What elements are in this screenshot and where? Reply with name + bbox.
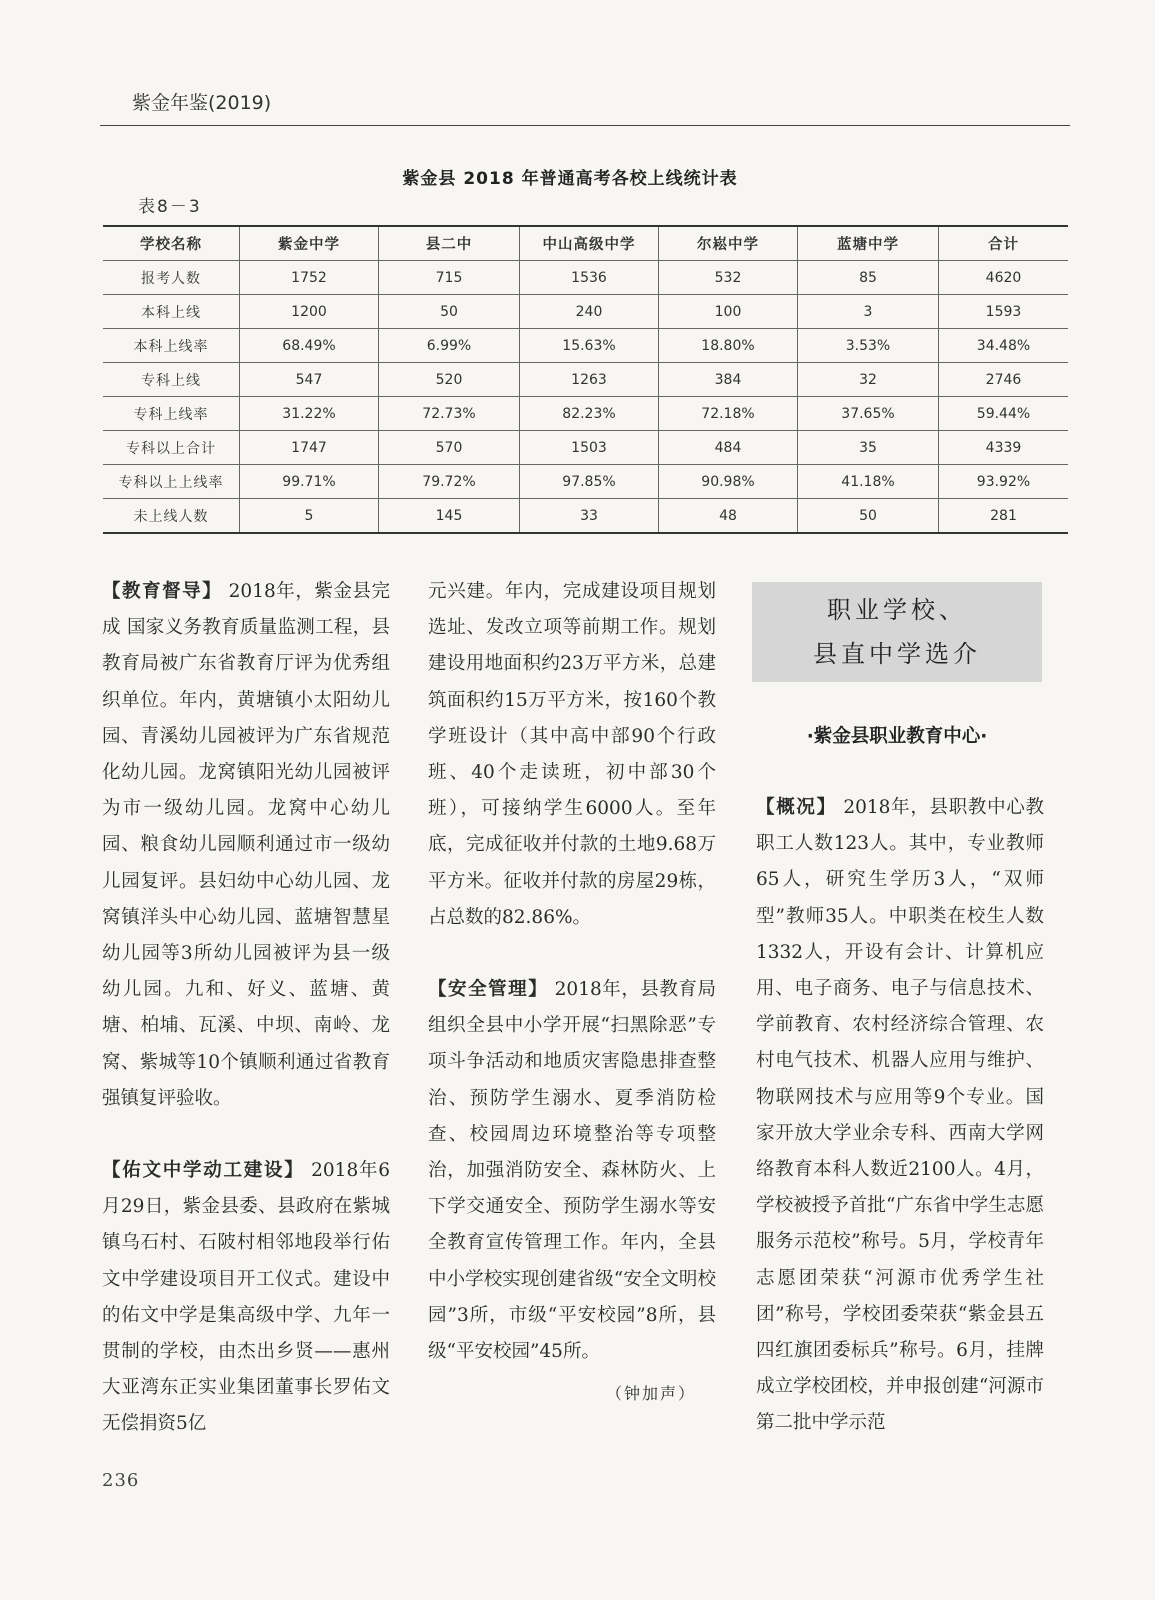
section-title-line-2: 县直中学选介: [813, 640, 981, 668]
row-header: 未上线人数: [103, 499, 240, 534]
column-header: 县二中: [379, 226, 520, 261]
table-cell: 33: [520, 499, 659, 534]
table-cell: 31.22%: [240, 397, 379, 431]
table-cell: 1752: [240, 261, 379, 295]
table-cell: 37.65%: [798, 397, 939, 431]
header-rule: [100, 125, 1070, 126]
table-cell: 5: [240, 499, 379, 534]
table-cell: 90.98%: [659, 465, 798, 499]
column-header: 紫金中学: [240, 226, 379, 261]
section-title-box: [752, 582, 1042, 682]
row-header: 本科上线率: [103, 329, 240, 363]
table-cell: 1536: [520, 261, 659, 295]
table-row: [103, 261, 1068, 295]
row-header: 专科上线率: [103, 397, 240, 431]
table-cell: 34.48%: [939, 329, 1069, 363]
column-header: 蓝塘中学: [798, 226, 939, 261]
table-cell: 41.18%: [798, 465, 939, 499]
table-header-row: [103, 226, 1068, 261]
table-cell: 1263: [520, 363, 659, 397]
row-header: 专科上线: [103, 363, 240, 397]
article-youwen-construction: [102, 1153, 390, 1443]
table-cell: 1503: [520, 431, 659, 465]
table-row: [103, 295, 1068, 329]
article-heading: 【概况】: [756, 797, 837, 818]
text-column-1: [102, 574, 390, 1443]
table-row: [103, 329, 1068, 363]
table-cell: 2746: [939, 363, 1069, 397]
table-cell: 50: [379, 295, 520, 329]
row-header: 专科以上合计: [103, 431, 240, 465]
article-body: 2018年，紫金县完成 国家义务教育质量监测工程，县教育局被广东省教育厅评为优秀组织单位。年内，黄塘镇小太阳幼儿园、青溪幼儿园被评为广东省规范化幼儿园。龙窝镇阳光幼儿园被评为市一级幼儿园。龙窝中心幼儿园、粮食幼儿园顺利通过市一级幼儿园复评。县妇幼中心幼儿园、龙窝镇洋头中心幼儿园、蓝塘智慧星幼儿园等3所幼儿园被评为县一级幼儿园。九和、好义、蓝塘、黄塘、柏埔、瓦溪、中坝、南岭、龙窝、紫城等10个镇顺利通过省教育强镇复评验收。: [102, 581, 390, 1109]
row-header: 专科以上上线率: [103, 465, 240, 499]
table-row: [103, 431, 1068, 465]
article-continuation: 元兴建。年内，完成建设项目规划选址、发改立项等前期工作。规划建设用地面积约23万平方米，总建筑面积约15万平方米，按160个教学班设计（其中高中部90个行政班、40个走读班，初中部30个班），可接纳学生6000人。至年底，完成征收并付款的土地9.68万平方米。征收并付款的房屋29栋，占总数的82.86%。: [428, 581, 716, 928]
table-cell: 3.53%: [798, 329, 939, 363]
table-cell: 50: [798, 499, 939, 534]
table-cell: 72.73%: [379, 397, 520, 431]
table-cell: 85: [798, 261, 939, 295]
article-body: 2018年，县教育局组织全县中小学开展“扫黑除恶”专项斗争活动和地质灾害隐患排查整治、预防学生溺水、夏季消防检查、校园周边环境整治等专项整治，加强消防安全、森林防火、上下学交通安全、预防学生溺水等安全教育宣传管理工作。年内，全县中小学校实现创建省级“安全文明校园”3所，市级“平安校园”8所，县级“平安校园”45所。: [428, 979, 716, 1363]
table-cell: 35: [798, 431, 939, 465]
table-cell: 3: [798, 295, 939, 329]
article-heading: 【安全管理】: [428, 979, 549, 1001]
table-cell: 15.63%: [520, 329, 659, 363]
table-cell: 93.92%: [939, 465, 1069, 499]
table-row: [103, 397, 1068, 431]
table-cell: 59.44%: [939, 397, 1069, 431]
table-cell: 484: [659, 431, 798, 465]
table-row: [103, 363, 1068, 397]
page-number: 236: [102, 1470, 140, 1491]
table-cell: 79.72%: [379, 465, 520, 499]
table-cell: 4620: [939, 261, 1069, 295]
column-header: 学校名称: [103, 226, 240, 261]
table-cell: 48: [659, 499, 798, 534]
table-cell: 32: [798, 363, 939, 397]
table-cell: 1747: [240, 431, 379, 465]
table-title: 紫金县 2018 年普通高考各校上线统计表: [402, 169, 738, 189]
article-body: 2018年，县职教中心教职工人数123人。其中，专业教师65人，研究生学历3人，“双师型”教师35人。中职类在校生人数1332人，开设有会计、计算机应用、电子商务、电子与信息技术、学前教育、农村经济综合管理、农村电气技术、机器人应用与维护、物联网技术与应用等9个专业。国家开放大学业余专科、西南大学网络教育本科人数近2100人。4月，学校被授予首批“广东省中学生志愿服务示范校”称号。5月，学校青年志愿团荣获“河源市优秀学生社团”称号，学校团委荣获“紫金县五四红旗团委标兵”称号。6月，挂牌成立学校团校，并申报创建“河源市第二批中学示范: [756, 797, 1044, 1434]
table-row: [103, 499, 1068, 534]
table-cell: 715: [379, 261, 520, 295]
column-header: 尔崧中学: [659, 226, 798, 261]
table-cell: 97.85%: [520, 465, 659, 499]
article-heading: 【教育督导】: [102, 581, 223, 602]
text-column-3: [756, 790, 1044, 1442]
table-cell: 68.49%: [240, 329, 379, 363]
table-cell: 547: [240, 363, 379, 397]
table-cell: 100: [659, 295, 798, 329]
row-header: 报考人数: [103, 261, 240, 295]
column-header: 合计: [939, 226, 1069, 261]
section-title-line-1: 职业学校、: [827, 596, 967, 624]
table-label: 表8－3: [138, 197, 202, 217]
article-heading: 【佑文中学动工建设】: [102, 1160, 305, 1182]
running-head: 紫金年鉴(2019): [132, 92, 272, 114]
table-row: [103, 465, 1068, 499]
table-cell: 281: [939, 499, 1069, 534]
article-body: 2018年6月29日，紫金县委、县政府在紫城镇乌石村、石陂村相邻地段举行佑文中学建设项目开工仪式。建设中的佑文中学是集高级中学、九年一贯制的学校，由杰出乡贤——惠州大亚湾东正实业集团董事长罗佑文无偿捐资5亿: [102, 1160, 390, 1435]
table-cell: 532: [659, 261, 798, 295]
table-cell: 520: [379, 363, 520, 397]
table-cell: 18.80%: [659, 329, 798, 363]
table-cell: 1593: [939, 295, 1069, 329]
table-cell: 384: [659, 363, 798, 397]
table-cell: 82.23%: [520, 397, 659, 431]
table-cell: 145: [379, 499, 520, 534]
table-cell: 4339: [939, 431, 1069, 465]
article-overview: [756, 790, 1044, 1442]
author-signature: （钟加声）: [605, 1384, 696, 1404]
table-cell: 240: [520, 295, 659, 329]
article-education-supervision: [102, 574, 390, 1117]
row-header: 本科上线: [103, 295, 240, 329]
table-cell: 6.99%: [379, 329, 520, 363]
text-column-2: [428, 574, 716, 1412]
article-safety-management: [428, 972, 716, 1370]
table-cell: 1200: [240, 295, 379, 329]
column-header: 中山高级中学: [520, 226, 659, 261]
admission-stats-table: [103, 225, 1068, 534]
table-cell: 570: [379, 431, 520, 465]
subsection-title: ·紫金县职业教育中心·: [806, 726, 988, 747]
table-cell: 99.71%: [240, 465, 379, 499]
table-cell: 72.18%: [659, 397, 798, 431]
